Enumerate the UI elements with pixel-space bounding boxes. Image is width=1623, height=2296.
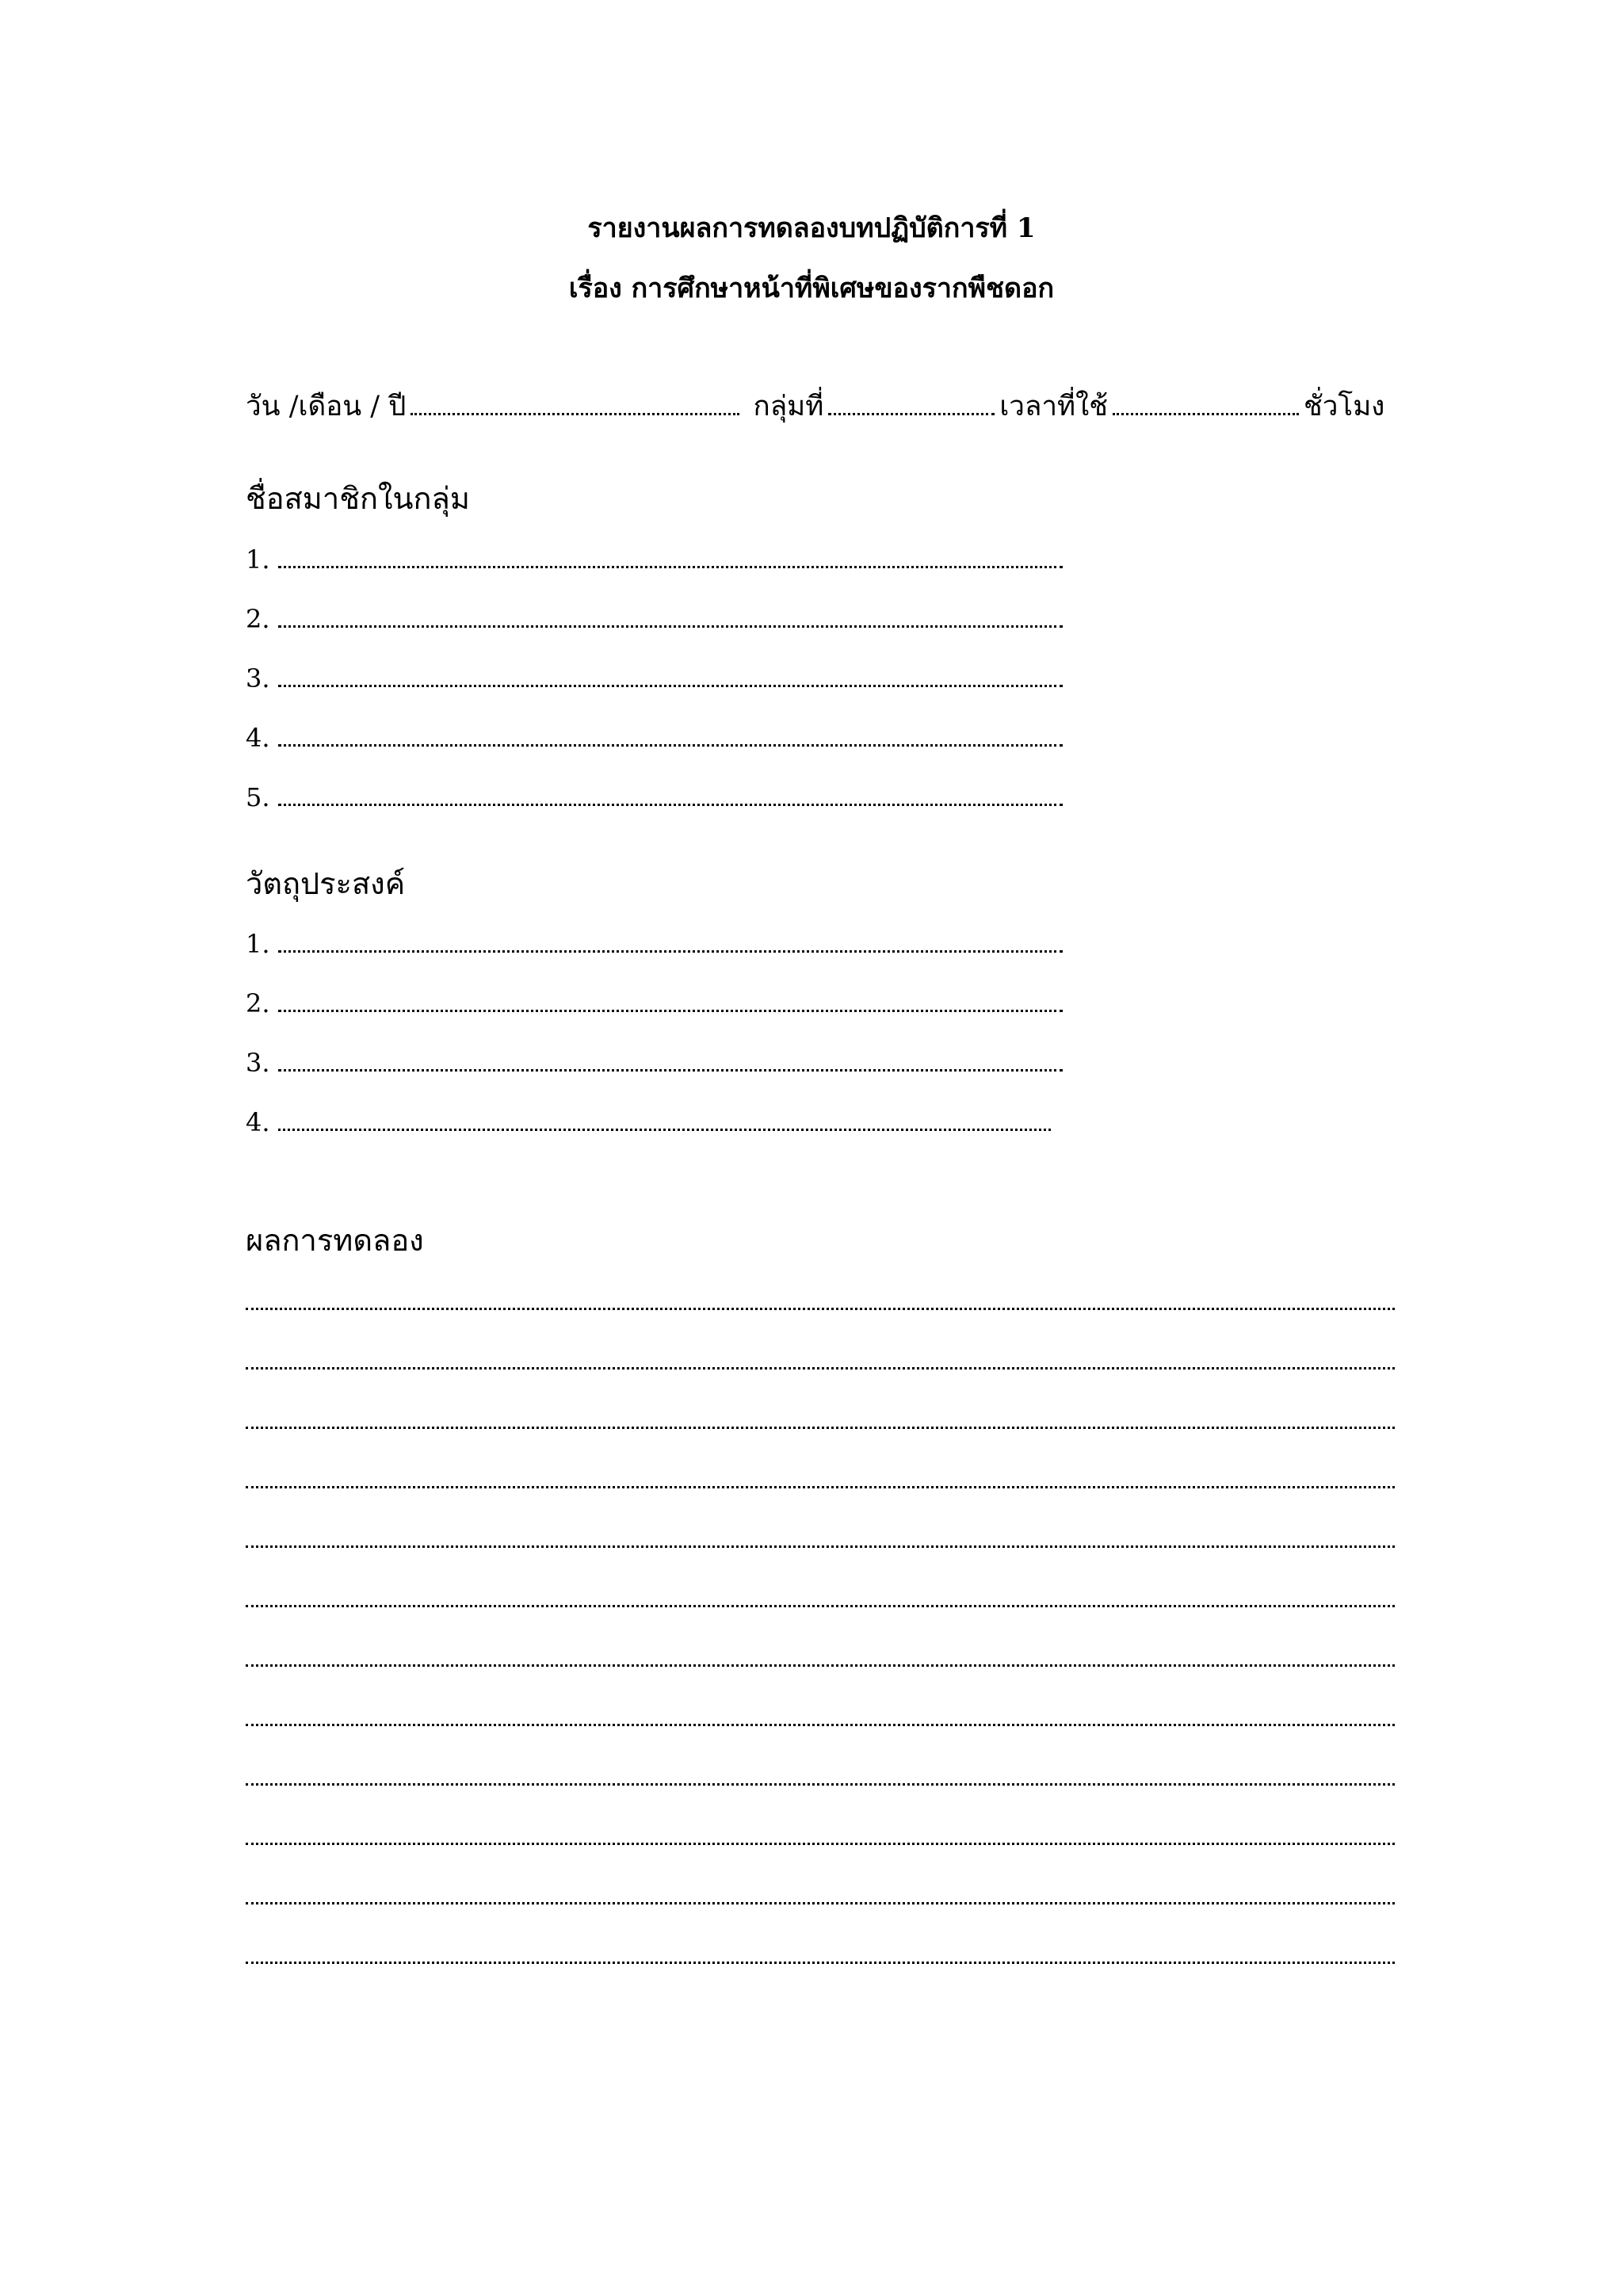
objective-field[interactable] [278, 1129, 1051, 1131]
objective-field[interactable] [278, 950, 1063, 953]
group-field[interactable] [828, 413, 995, 415]
time-field[interactable] [1113, 413, 1299, 415]
results-line[interactable] [246, 1962, 1395, 1964]
objective-line [246, 987, 1067, 1020]
report-title: รายงานผลการทดลองบทปฏิบัติการที่ 1 [587, 212, 1036, 244]
results-line[interactable] [246, 1605, 1395, 1607]
objective-number: 4. [246, 1107, 270, 1137]
member-line [246, 662, 1067, 695]
results-line[interactable] [246, 1783, 1395, 1786]
member-number: 2. [246, 604, 270, 634]
results-line[interactable] [246, 1545, 1395, 1548]
objective-line [246, 927, 1067, 961]
objective-number: 3. [246, 1048, 270, 1078]
results-line[interactable] [246, 1308, 1395, 1310]
objective-line [246, 1046, 1067, 1079]
member-field[interactable] [278, 566, 1063, 568]
member-line [246, 721, 1067, 755]
objective-number: 1. [246, 929, 270, 959]
member-number: 1. [246, 544, 270, 575]
info-row [246, 388, 1384, 425]
results-line[interactable] [246, 1664, 1395, 1667]
results-heading: ผลการทดลอง [246, 1223, 424, 1258]
member-number: 3. [246, 663, 270, 693]
results-line[interactable] [246, 1902, 1395, 1904]
objective-line [246, 1106, 1056, 1139]
member-line [246, 602, 1067, 636]
results-line[interactable] [246, 1843, 1395, 1845]
member-field[interactable] [278, 804, 1063, 806]
time-label: เวลาที่ใช้ [999, 391, 1108, 422]
hours-label: ชั่วโมง [1303, 391, 1385, 422]
member-line [246, 781, 1067, 814]
member-field[interactable] [278, 685, 1063, 687]
results-line[interactable] [246, 1724, 1395, 1726]
group-label: กลุ่มที่ [753, 391, 824, 422]
date-field[interactable] [411, 413, 739, 415]
member-number: 4. [246, 723, 270, 753]
results-line[interactable] [246, 1367, 1395, 1370]
member-line [246, 543, 1067, 576]
report-subtitle: เรื่อง การศึกษาหน้าที่พิเศษของรากพืชดอก [568, 273, 1055, 304]
results-line[interactable] [246, 1486, 1395, 1488]
date-label: วัน /เดือน / ปี [246, 391, 407, 422]
objectives-heading: วัตถุประสงค์ [246, 866, 406, 901]
results-line[interactable] [246, 1427, 1395, 1429]
member-number: 5. [246, 782, 270, 812]
objective-number: 2. [246, 988, 270, 1018]
member-field[interactable] [278, 625, 1063, 628]
objective-field[interactable] [278, 1069, 1063, 1072]
objective-field[interactable] [278, 1010, 1063, 1012]
member-field[interactable] [278, 744, 1063, 747]
members-heading: ชื่อสมาชิกในกลุ่ม [246, 481, 470, 516]
